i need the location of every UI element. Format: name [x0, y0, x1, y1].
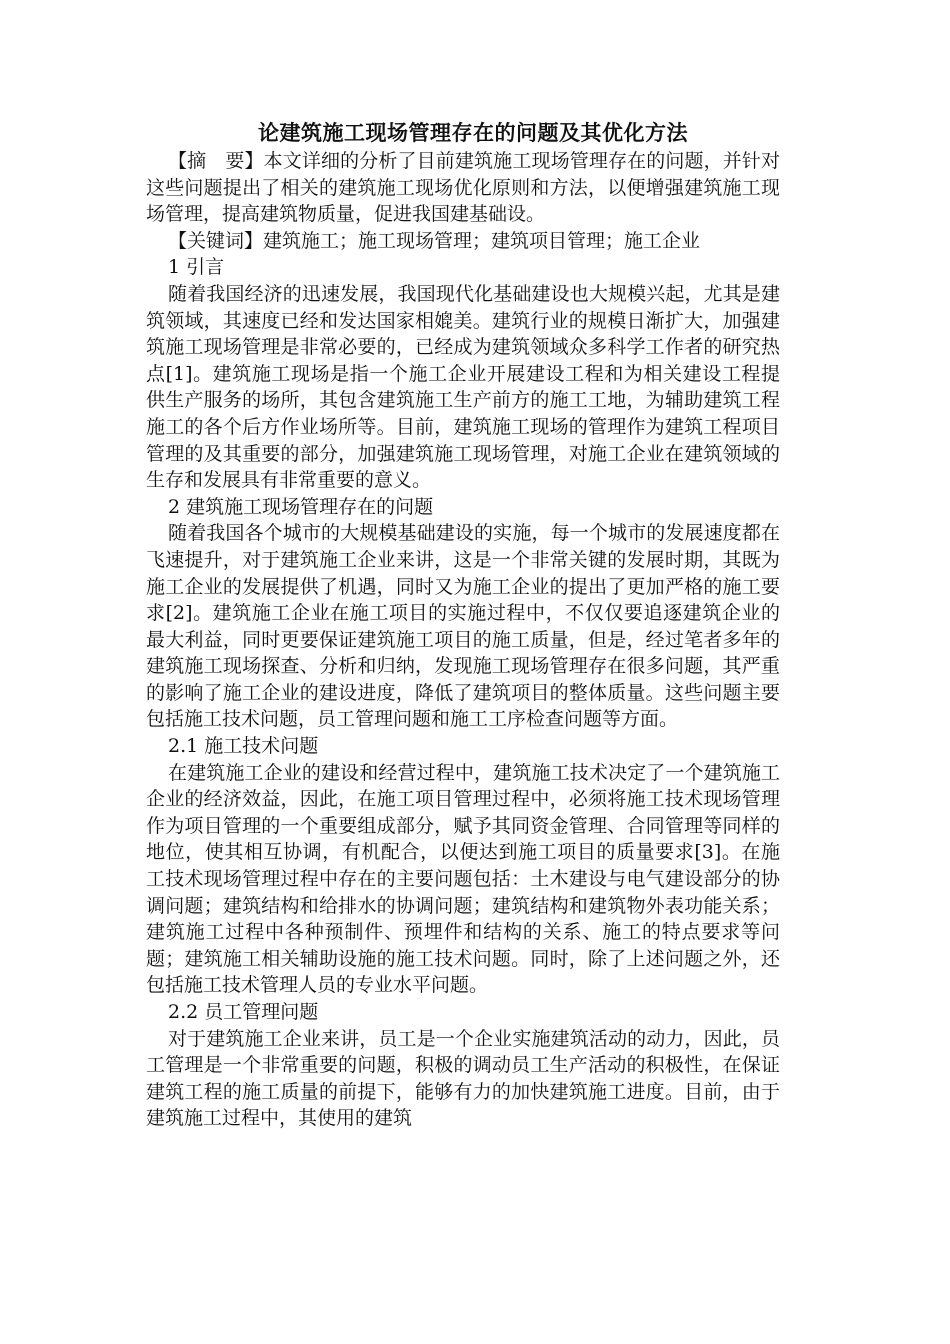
- section-2-2-paragraph: 对于建筑施工企业来讲，员工是一个企业实施建筑活动的动力，因此，员工管理是一个非常重要的问题，积极的调动员工生产活动的积极性，在保证建筑工程的施工质量的前提下，能够有力的加快建筑施工进度。目前，由于建筑施工过程中，其使用的建筑: [146, 1027, 780, 1130]
- abstract-paragraph: 【摘 要】本文详细的分析了目前建筑施工现场管理存在的问题，并针对这些问题提出了相关的建筑施工现场优化原则和方法，以便增强建筑施工现场管理，提高建筑物质量，促进我国建基础设。: [146, 150, 780, 226]
- document-page: [146, 118, 780, 1132]
- section-2-1-paragraph: 在建筑施工企业的建设和经营过程中，建筑施工技术决定了一个建筑施工企业的经济效益，因此，在施工项目管理过程中，必须将施工技术现场管理作为项目管理的一个重要组成部分，赋予其同资金管理、合同管理等同样的地位，使其相互协调，有机配合，以便达到施工项目的质量要求[3]。在施工技术现场管理过程中存在的主要问题包括：土木建设与电气建设部分的协调问题；建筑结构和给排水的协调问题；建筑结构和建筑物外表功能关系；建筑施工过程中各种预制件、预埋件和结构的关系、施工的特点要求等问题；建筑施工相关辅助设施的施工技术问题。同时，除了上述问题之外，还包括施工技术管理人员的专业水平问题。: [146, 761, 780, 997]
- keywords-paragraph: 【关键词】建筑施工；施工现场管理；建筑项目管理；施工企业: [168, 229, 701, 252]
- section-1-paragraph: 随着我国经济的迅速发展，我国现代化基础建设也大规模兴起，尤其是建筑领域，其速度已经和发达国家相媲美。建筑行业的规模日渐扩大，加强建筑施工现场管理是非常必要的，已经成为建筑领域众多科学工作者的研究热点[1]。建筑施工现场是指一个施工企业开展建设工程和为相关建设工程提供生产服务的场所，其包含建筑施工生产前方的施工工地，为辅助建筑工程施工的各个后方作业场所等。目前，建筑施工现场的管理作为建筑工程项目管理的及其重要的部分，加强建筑施工现场管理，对施工企业在建筑领域的生存和发展具有非常重要的意义。: [146, 282, 780, 492]
- document-title: 论建筑施工现场管理存在的问题及其优化方法: [258, 121, 688, 145]
- section-2-heading: 2 建筑施工现场管理存在的问题: [168, 495, 434, 518]
- section-2-1-heading: 2.1 施工技术问题: [168, 735, 319, 758]
- section-1-heading: 1 引言: [168, 256, 225, 279]
- section-2-2-heading: 2.2 员工管理问题: [168, 1001, 319, 1023]
- section-2-paragraph: 随着我国各个城市的大规模基础建设的实施，每一个城市的发展速度都在飞速提升，对于建筑施工企业来讲，这是一个非常关键的发展时期，其既为施工企业的发展提供了机遇，同时又为施工企业的提出了更加严格的施工要求[2]。建筑施工企业在施工项目的实施过程中，不仅仅要追逐建筑企业的最大利益，同时更要保证建筑施工项目的施工质量，但是，经过笔者多年的建筑施工现场探查、分析和归纳，发现施工现场管理存在很多问题，其严重的影响了施工企业的建设进度，降低了建筑项目的整体质量。这些问题主要包括施工技术问题，员工管理问题和施工工序检查问题等方面。: [146, 522, 780, 731]
